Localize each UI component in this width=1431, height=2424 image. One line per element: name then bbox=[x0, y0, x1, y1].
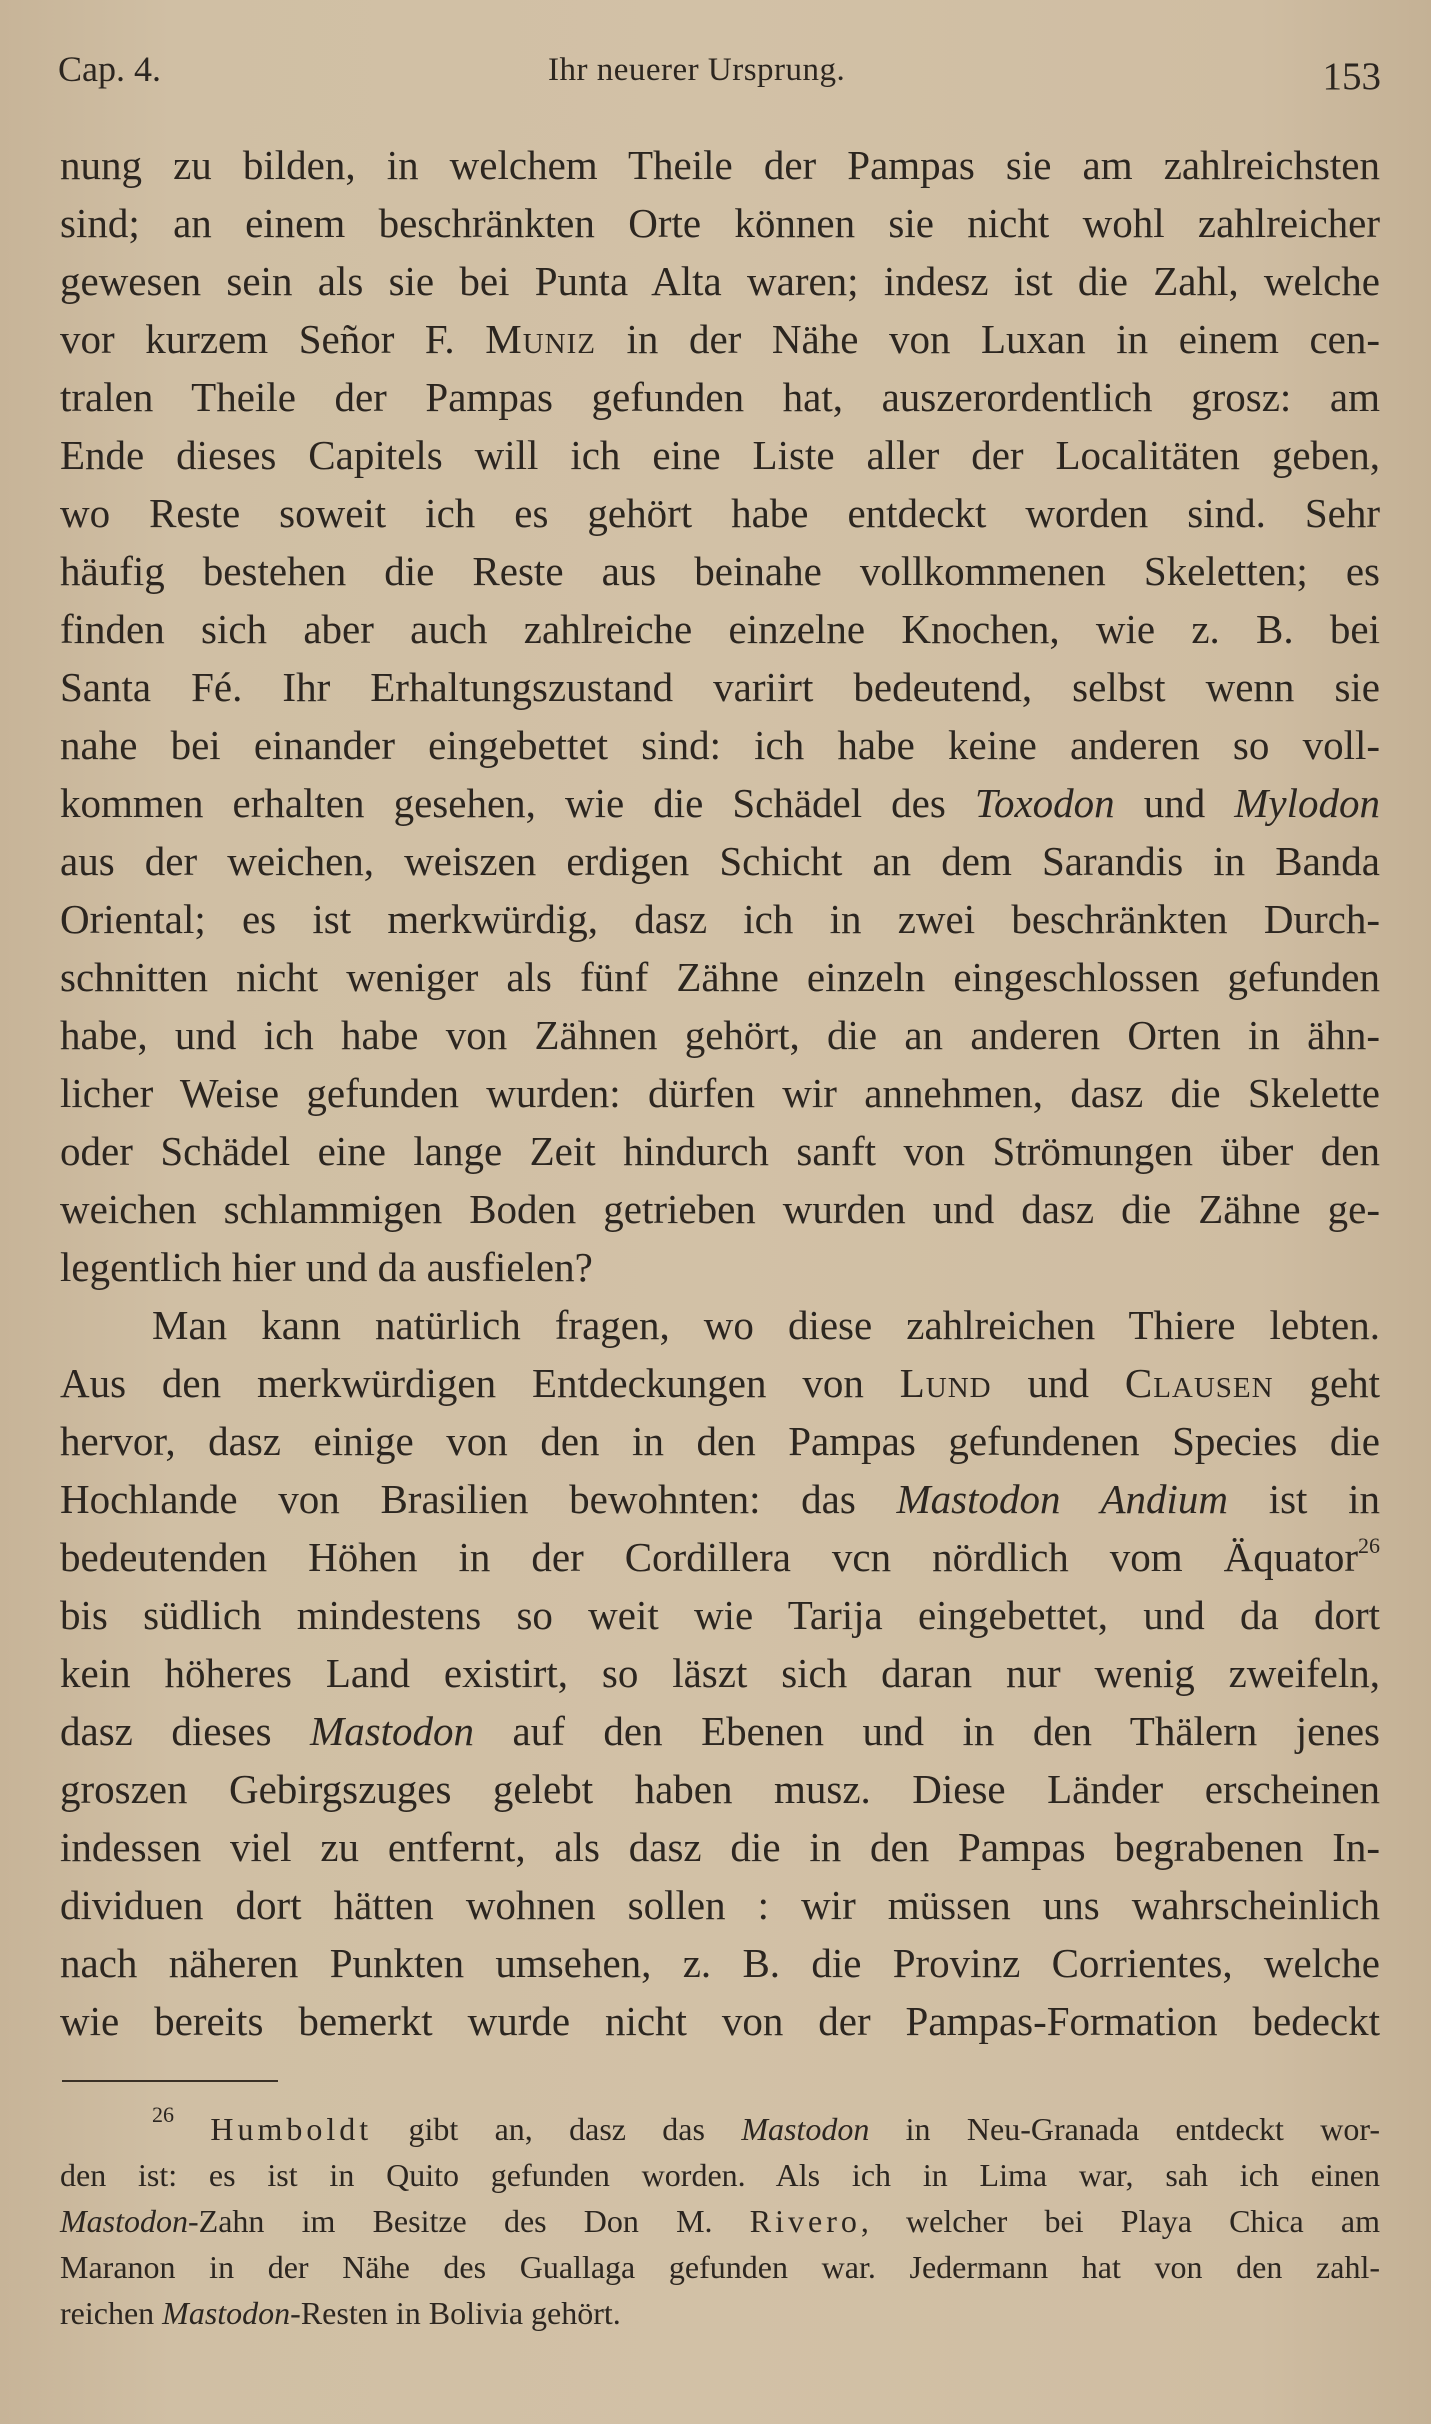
text-line: Ende dieses Capitels will ich eine Liste aller der Localitäten geben, bbox=[60, 432, 1380, 478]
running-title: Ihr neuerer Ursprung. bbox=[548, 52, 846, 88]
text-run: Aus den merkwürdigen Entdeckungen von bbox=[60, 1360, 864, 1406]
footnote-line bbox=[60, 2102, 1381, 2152]
name-smallcaps: Lund bbox=[899, 1360, 992, 1406]
genus-italic: Mastodon bbox=[310, 1708, 475, 1754]
text-line bbox=[60, 1528, 1380, 1586]
text-line: habe, und ich habe von Zähnen gehört, die an anderen Orten in ähn- bbox=[60, 1012, 1380, 1058]
text-line bbox=[60, 1354, 1380, 1412]
footnote-line: Maranon in der Nähe des Guallaga gefunden war. Jedermann hat von den zahl- bbox=[60, 2249, 1380, 2285]
footnote-ref[interactable]: 26 bbox=[1358, 1533, 1380, 1558]
text-run: und bbox=[1143, 780, 1206, 826]
text-run: in der Nähe von Luxan in einem cen- bbox=[626, 316, 1381, 362]
text-run: kommen erhalten gesehen, wie die Schädel des bbox=[60, 780, 946, 826]
text-line: wo Reste soweit ich es gehört habe entdeckt worden sind. Sehr bbox=[60, 490, 1380, 536]
text-run: dasz dieses bbox=[60, 1708, 272, 1754]
text-line: gewesen sein als sie bei Punta Alta waren; indesz ist die Zahl, welche bbox=[60, 258, 1380, 304]
text-line: sind; an einem beschränkten Orte können sie nicht wohl zahlreicher bbox=[60, 200, 1380, 246]
text-line: licher Weise gefunden wurden: dürfen wir annehmen, dasz die Skelette bbox=[60, 1070, 1380, 1116]
name-smallcaps: Muniz bbox=[485, 316, 596, 362]
page-number: 153 bbox=[1322, 55, 1381, 98]
genus-italic: Mastodon bbox=[741, 2111, 870, 2147]
text-line: groszen Gebirgszuges gelebt haben musz. Diese Länder erscheinen bbox=[60, 1766, 1380, 1812]
text-run: ist in bbox=[1268, 1476, 1381, 1522]
text-line: schnitten nicht weniger als fünf Zähne einzeln eingeschlossen gefunden bbox=[60, 954, 1380, 1000]
text-line: indessen viel zu entfernt, als dasz die in den Pampas begrabenen In- bbox=[60, 1824, 1380, 1870]
text-run: reichen bbox=[60, 2295, 155, 2331]
text-line bbox=[60, 310, 1380, 368]
footnote-line: den ist: es ist in Quito gefunden worden. Als ich in Lima war, sah ich einen bbox=[60, 2157, 1380, 2193]
text-line: hervor, dasz einige von den in den Pampas gefundenen Species die bbox=[60, 1418, 1380, 1464]
genus-italic: Mastodon bbox=[162, 2295, 291, 2331]
genus-italic: Mastodon bbox=[60, 2203, 188, 2239]
text-line: tralen Theile der Pampas gefunden hat, auszerordentlich grosz: am bbox=[60, 374, 1380, 420]
footnote-line bbox=[60, 2198, 1380, 2244]
name-smallcaps: Clausen bbox=[1124, 1360, 1274, 1406]
text-run: gibt an, dasz das bbox=[408, 2111, 705, 2147]
footnote-divider bbox=[62, 2080, 278, 2082]
text-line: legentlich hier und da ausfielen? bbox=[60, 1244, 593, 1290]
text-line bbox=[60, 1702, 1380, 1760]
text-run: -Zahn im Besitze des Don M. bbox=[188, 2203, 713, 2239]
text-line: weichen schlammigen Boden getrieben wurden und dasz die Zähne ge- bbox=[60, 1186, 1380, 1232]
text-line: oder Schädel eine lange Zeit hindurch sanft von Strömungen über den bbox=[60, 1128, 1380, 1174]
text-line: wie bereits bemerkt wurde nicht von der Pampas-Formation bedeckt bbox=[60, 1998, 1380, 2044]
genus-italic: Toxodon bbox=[974, 780, 1115, 826]
text-line: aus der weichen, weiszen erdigen Schicht an dem Sarandis in Banda bbox=[60, 838, 1380, 884]
text-run: -Resten in Bolivia gehört. bbox=[290, 2295, 621, 2331]
footnote bbox=[60, 2102, 1381, 2336]
text-line: Oriental; es ist merkwürdig, dasz ich in zwei beschränkten Durch- bbox=[60, 896, 1380, 942]
text-run: geht bbox=[1309, 1360, 1381, 1406]
text-line: bis südlich mindestens so weit wie Tarija eingebettet, und da dort bbox=[60, 1592, 1380, 1638]
footnote-line bbox=[60, 2290, 1380, 2336]
text-run: auf den Ebenen und in den Thälern jenes bbox=[512, 1708, 1381, 1754]
text-line: nung zu bilden, in welchem Theile der Pampas sie am zahlreichsten bbox=[60, 142, 1380, 188]
text-run: in Neu-Granada entdeckt wor- bbox=[905, 2111, 1381, 2147]
text-run: vor kurzem Señor F. bbox=[60, 316, 455, 362]
text-line: Santa Fé. Ihr Erhaltungszustand variirt bedeutend, selbst wenn sie bbox=[60, 664, 1380, 710]
text-run: , welcher bei Playa Chica am bbox=[860, 2203, 1381, 2239]
text-run: Hochlande von Brasilien bewohnten: das bbox=[60, 1476, 856, 1522]
name-spaced: Rivero bbox=[749, 2203, 861, 2239]
text-line: finden sich aber auch zahlreiche einzelne Knochen, wie z. B. bei bbox=[60, 606, 1380, 652]
footnote-marker: 26 bbox=[152, 2102, 174, 2127]
text-line bbox=[60, 1470, 1380, 1528]
genus-italic: Mylodon bbox=[1234, 780, 1381, 826]
text-line: kein höheres Land existirt, so läszt sich daran nur wenig zweifeln, bbox=[60, 1650, 1380, 1696]
text-line: Man kann natürlich fragen, wo diese zahlreichen Thiere lebten. bbox=[152, 1302, 1380, 1348]
running-header bbox=[58, 48, 1381, 108]
text-line: nach näheren Punkten umsehen, z. B. die Provinz Corrientes, welche bbox=[60, 1940, 1380, 1986]
genus-italic: Mastodon Andium bbox=[896, 1476, 1228, 1522]
text-line bbox=[60, 774, 1380, 832]
text-line: häufig bestehen die Reste aus beinahe vollkommenen Skeletten; es bbox=[60, 548, 1380, 594]
text-run: und bbox=[1027, 1360, 1089, 1406]
chapter-label: Cap. 4. bbox=[58, 49, 161, 89]
name-spaced: Humboldt bbox=[210, 2111, 373, 2147]
text-run: bedeutenden Höhen in der Cordillera vcn nördlich vom Äquator bbox=[60, 1534, 1358, 1580]
text-line: dividuen dort hätten wohnen sollen : wir müssen uns wahrscheinlich bbox=[60, 1882, 1380, 1928]
text-line: nahe bei einander eingebettet sind: ich habe keine anderen so voll- bbox=[60, 722, 1380, 768]
main-text bbox=[60, 136, 1380, 2050]
